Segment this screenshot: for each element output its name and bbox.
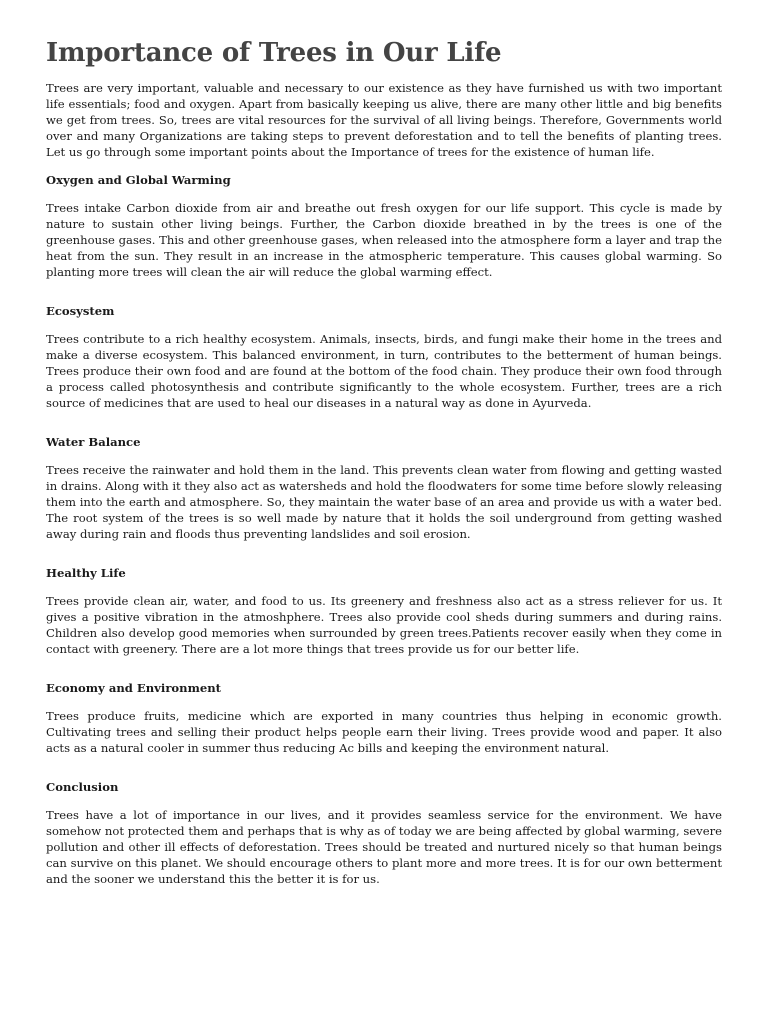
- page-title: Importance of Trees in Our Life: [46, 38, 502, 68]
- section-body-ecosystem: Trees contribute to a rich healthy ecosystem. Animals, insects, birds, and fungi make their home in the trees and make a diverse ecosystem. This balanced environment, in turn, contributes to the betterment of human beings. Trees produce their own food and are found at the bottom of the food chain. They produce their own food through a process called photosynthesis and contribute significantly to the whole ecosystem. Further, trees are a rich source of medicines that are used to heal our diseases in a natural way as done in Ayurveda.: [46, 332, 722, 410]
- section-body-economy: Trees produce fruits, medicine which are exported in many countries thus helping in economic growth. Cultivating trees and selling their product helps people earn their living. Trees provide wood and paper. It also acts as a natural cooler in summer thus reducing Ac bills and keeping the environment natural.: [46, 709, 722, 755]
- section-body-water-balance: Trees receive the rainwater and hold them in the land. This prevents clean water from flowing and getting wasted in drains. Along with it they also act as watersheds and hold the floodwaters for some time before slowly releasing them into the earth and atmosphere. So, they maintain the water base of an area and provide us with a water bed. The root system of the trees is so well made by nature that it holds the soil underground from getting washed away during rain and floods thus preventing landslides and soil erosion.: [46, 463, 722, 541]
- intro-paragraph: Trees are very important, valuable and necessary to our existence as they have furnished us with two important life essentials; food and oxygen. Apart from basically keeping us alive, there are many other little and big benefits we get from trees. So, trees are vital resources for the survival of all living beings. Therefore, Governments world over and many Organizations are taking steps to prevent deforestation and to tell the benefits of planting trees. Let us go through some important points about the Importance of trees for the existence of human life.: [46, 81, 722, 159]
- section-heading-economy: Economy and Environment: [46, 681, 222, 695]
- section-body-healthy-life: Trees provide clean air, water, and food to us. Its greenery and freshness also act as a stress reliever for us. It gives a positive vibration in the atmoshphere. Trees also provide cool sheds during summers and during rains. Children also develop good memories when surrounded by green trees.Patients recover easily when they come in contact with greenery. There are a lot more things that trees provide us for our better life.: [46, 594, 722, 656]
- section-heading-water-balance: Water Balance: [46, 435, 141, 449]
- section-heading-oxygen: Oxygen and Global Warming: [46, 173, 231, 187]
- section-body-conclusion: Trees have a lot of importance in our lives, and it provides seamless service for the environment. We have somehow not protected them and perhaps that is why as of today we are being affected by global warming, severe pollution and other ill effects of deforestation. Trees should be treated and nurtured nicely so that human beings can survive on this planet. We should encourage others to plant more and more trees. It is for our own betterment and the sooner we understand this the better it is for us.: [46, 808, 722, 886]
- section-heading-ecosystem: Ecosystem: [46, 304, 115, 318]
- section-heading-conclusion: Conclusion: [46, 780, 119, 794]
- section-heading-healthy-life: Healthy Life: [46, 566, 126, 580]
- section-body-oxygen: Trees intake Carbon dioxide from air and breathe out fresh oxygen for our life support. This cycle is made by nature to sustain other living beings. Further, the Carbon dioxide breathed in by the trees is one of the greenhouse gases. This and other greenhouse gases, when released into the atmosphere form a layer and trap the heat from the sun. They result in an increase in the atmospheric temperature. This causes global warming. So planting more trees will clean the air will reduce the global warming effect.: [46, 201, 722, 279]
